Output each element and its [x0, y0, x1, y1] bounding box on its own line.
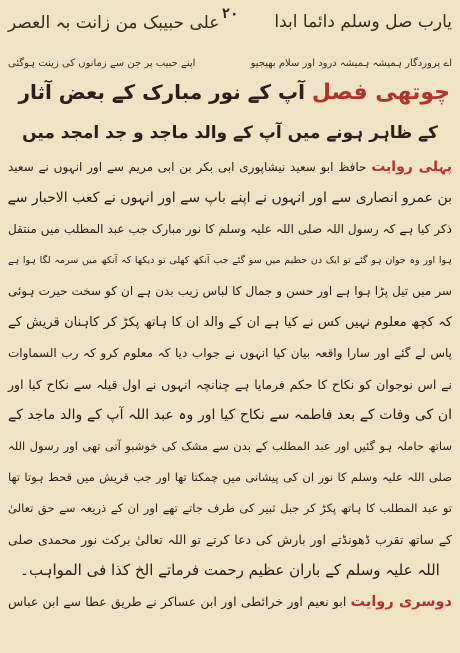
text-line	[8, 493, 452, 524]
translation-right: اے پروردگار ہمیشہ ہمیشہ درود اور سلام بھیجیو	[250, 58, 452, 69]
line-text: ساتھ حاملہ ہو گئیں اور عبد المطلب کے بدن سے مشک کی خوشبو آتی تھی اور رسول اللہ	[8, 439, 452, 453]
text-line	[8, 400, 452, 431]
text-line	[8, 555, 452, 586]
line-text: کے ساتھ تقرب ڈھونڈتے اور بارش کی دعا کرتے تو اللہ تعالیٰ برکت نور محمدی صلی	[8, 532, 452, 547]
chapter-title-rest: آپ کے نور مبارک کے بعض آثار	[18, 80, 305, 104]
line-text: ذکر کیا ہے کہ رسول اللہ صلی اللہ علیہ وسلم کا نور مبارک جب عبد المطلب میں منتقل	[8, 222, 452, 236]
text-line	[8, 152, 452, 183]
line-text: بن عمرو انصاری سے اور انہوں نے اپنے باپ سے اور انہوں نے کعب الاحبار سے	[7, 190, 452, 206]
text-line	[8, 307, 452, 338]
text-line	[8, 276, 452, 307]
body-text	[8, 152, 452, 617]
text-line	[8, 524, 452, 555]
narration-heading: دوسری روایت	[350, 594, 452, 610]
text-line	[8, 462, 452, 493]
text-line	[8, 338, 452, 369]
translation-left: اپنے حبیب پر جن سے زمانوں کی زینت ہوگئی	[8, 58, 196, 69]
couplet-right-hemistich: یارب صل وسلم دائما ابدا	[274, 12, 452, 32]
page-number: ۲۰	[221, 6, 239, 22]
line-text: کہ کچھ معلوم نہیں کس نے کیا ہے ان کے والد ان کا ہاتھ پکڑ کر کاہنان قریش کے	[8, 315, 452, 330]
line-text: اللہ علیہ وسلم کے باران عظیم رحمت فرماتے الخ کذا فی المواہب۔	[20, 561, 440, 579]
line-text: حافظ ابو سعید نیشاپوری ابی بکر بن ابی مریم سے اور انہوں نے سعید	[8, 160, 367, 174]
durood-couplet	[8, 12, 452, 33]
text-line	[8, 369, 452, 400]
line-text: سر میں تیل پڑا ہوا ہے اور حسن و جمال کا لباس زیب بدن ہے ان کو سخت حیرت ہوئی	[8, 284, 452, 298]
chapter-title	[10, 80, 450, 105]
narration-heading: پہلی روایت	[371, 159, 452, 175]
line-text: تو عبد المطلب کا ہاتھ پکڑ کر جبل ثبیر کی طرف جاتے تھے اور ان کے ذریعہ سے حق تعالیٰ	[8, 501, 452, 515]
text-line	[8, 586, 452, 617]
line-text: صلی اللہ علیہ وسلم کا نور ان کی پیشانی میں چمکتا تھا اور جب قریش میں قحط ہوتا تھا	[8, 470, 452, 484]
chapter-title-red: چوتھی فصل	[311, 80, 450, 105]
line-text: نے اس نوجوان کو نکاح کا حکم فرمایا ہے چنانچہ انہوں نے اول قیلہ سے نکاح کیا اور	[8, 377, 452, 392]
text-line	[8, 431, 452, 462]
couplet-translation	[8, 58, 452, 69]
line-text: پاس لے گئے اور سارا واقعہ بیان کیا انہوں نے جواب دیا کہ معلوم کرو کہ رب السماوات	[8, 346, 452, 360]
line-text: ابو نعیم اور خرائطی اور ابن عساکر نے طریق عطا سے ابن عباس	[8, 594, 347, 609]
line-text: ہوا اور وہ جوان ہو گئے تو ایک دن حطیم میں سو گئے جب آنکھ کھلی تو دیکھا کہ آنکھ میں سرمہ لگا ہوا ہے	[8, 255, 452, 266]
text-line	[8, 214, 452, 245]
couplet-left-hemistich: علی حبیبک من زانت بہ العصر	[8, 13, 220, 33]
line-text: ان کی وفات کے بعد فاطمہ سے نکاح کیا اور وہ عبد اللہ آپ کے والد ماجد کے	[8, 407, 452, 423]
text-line	[8, 245, 452, 276]
chapter-subtitle: کے ظاہر ہونے میں آپ کے والد ماجد و جد امجد میں	[22, 123, 438, 143]
text-line	[8, 183, 452, 214]
